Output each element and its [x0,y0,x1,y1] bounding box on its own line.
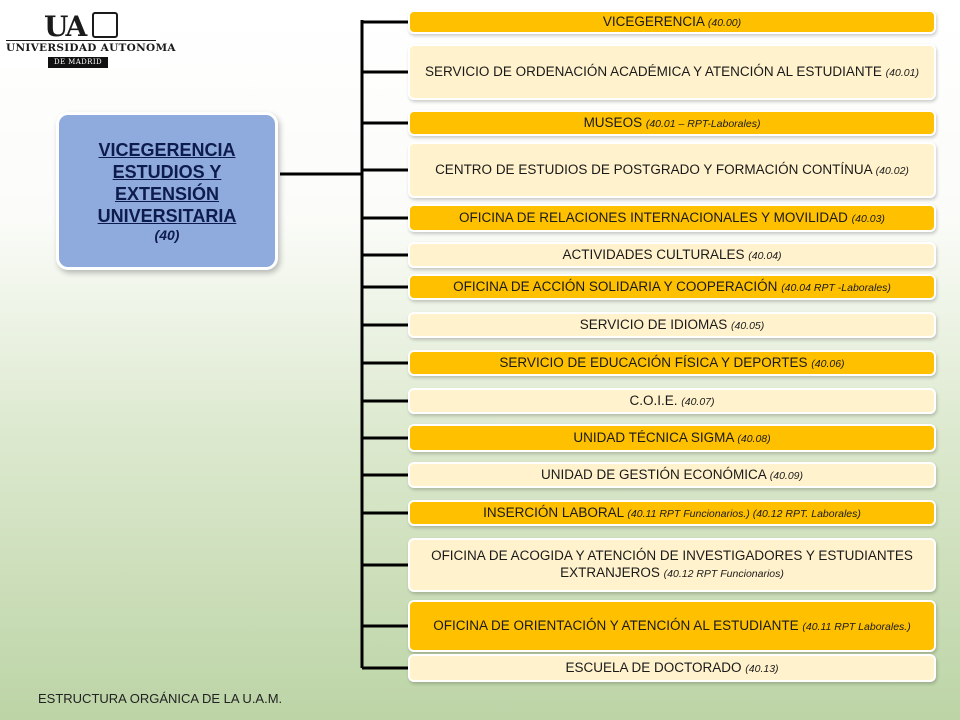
unit-code: (40.09) [769,469,804,482]
unit-label [563,429,780,448]
unit-code: (40.08) [737,432,771,445]
unit-name: OFICINA DE ACOGIDA Y ATENCIÓN DE INVESTIGADORES Y ESTUDIANTES EXTRANJEROS [431,548,913,580]
main-unit-code: (40) [154,227,180,243]
unit-code: (40.00) [707,16,742,29]
unit-box [408,538,936,592]
unit-name: OFICINA DE ACCIÓN SOLIDARIA Y COOPERACIÓN [453,278,778,294]
unit-box [408,500,936,526]
main-unit-title: VICEGERENCIA ESTUDIOS Y EXTENSIÓN UNIVERSITARIA [97,140,237,226]
unit-label [570,316,775,335]
unit-code: (40.01 – RPT-Laborales) [645,117,761,130]
unit-label [593,13,751,32]
unit-label [443,278,901,297]
unit-name: OFICINA DE RELACIONES INTERNACIONALES Y MOVILIDAD [459,209,848,225]
unit-box [408,10,936,34]
unit-name: SERVICIO DE ORDENACIÓN ACADÉMICA Y ATENCIÓN AL ESTUDIANTE [425,63,882,79]
unit-label [552,246,791,265]
unit-box [408,600,936,652]
unit-box [408,350,936,376]
unit-box [408,424,936,452]
unit-box [408,142,936,198]
unit-code: (40.13) [745,662,779,675]
unit-name: CENTRO DE ESTUDIOS DE POSTGRADO Y FORMACIÓN CONTÍNUA [435,161,872,177]
unit-label [574,114,771,133]
unit-name: UNIDAD TÉCNICA SIGMA [573,429,734,445]
main-unit-box [56,112,278,270]
unit-name: ESCUELA DE DOCTORADO [565,659,742,675]
unit-code: (40.06) [811,357,845,370]
unit-box [408,110,936,136]
unit-name: OFICINA DE ORIENTACIÓN Y ATENCIÓN AL ESTUDIANTE [433,617,799,633]
unit-label [473,504,871,523]
unit-code: (40.04 RPT -Laborales) [781,281,891,294]
unit-name: SERVICIO DE IDIOMAS [579,316,728,332]
unit-code: (40.11 RPT Funcionarios.) (40.12 RPT. Laborales) [627,507,861,520]
unit-label [415,63,929,82]
unit-label [619,392,724,411]
unit-label [423,617,920,636]
unit-box [408,312,936,338]
unit-box [408,274,936,300]
unit-code: (40.05) [731,319,765,332]
unit-name: VICEGERENCIA [602,13,705,29]
unit-name: MUSEOS [583,114,643,130]
unit-code: (40.07) [681,395,715,408]
unit-box [408,654,936,682]
unit-label [489,354,854,373]
unit-label [449,209,895,228]
unit-code: (40.01) [885,66,919,79]
unit-name: INSERCIÓN LABORAL [483,504,624,520]
logo-name: UNIVERSIDAD AUTONOMA [6,42,176,54]
unit-label [555,659,788,678]
unit-name: ACTIVIDADES CULTURALES [562,246,745,262]
unit-label [425,161,919,180]
unit-code: (40.04) [748,249,782,262]
unit-code: (40.02) [875,164,909,177]
logo-initials: UA [44,10,86,43]
unit-name: UNIDAD DE GESTIÓN ECONÓMICA [540,466,766,482]
unit-box [408,44,936,100]
unit-code: (40.03) [851,212,885,225]
logo-city: DE MADRID [48,57,108,68]
unit-name: C.O.I.E. [629,392,678,408]
unit-label [410,547,934,583]
unit-name: SERVICIO DE EDUCACIÓN FÍSICA Y DEPORTES [499,354,808,370]
footer-text: ESTRUCTURA ORGÁNICA DE LA U.A.M. [38,691,283,706]
unit-code: (40.12 RPT Funcionarios) [663,568,784,580]
unit-box [408,204,936,232]
unit-box [408,462,936,488]
unit-label [531,466,813,485]
unit-code: (40.11 RPT Laborales.) [802,620,911,633]
unit-box [408,388,936,414]
unit-box [408,242,936,268]
